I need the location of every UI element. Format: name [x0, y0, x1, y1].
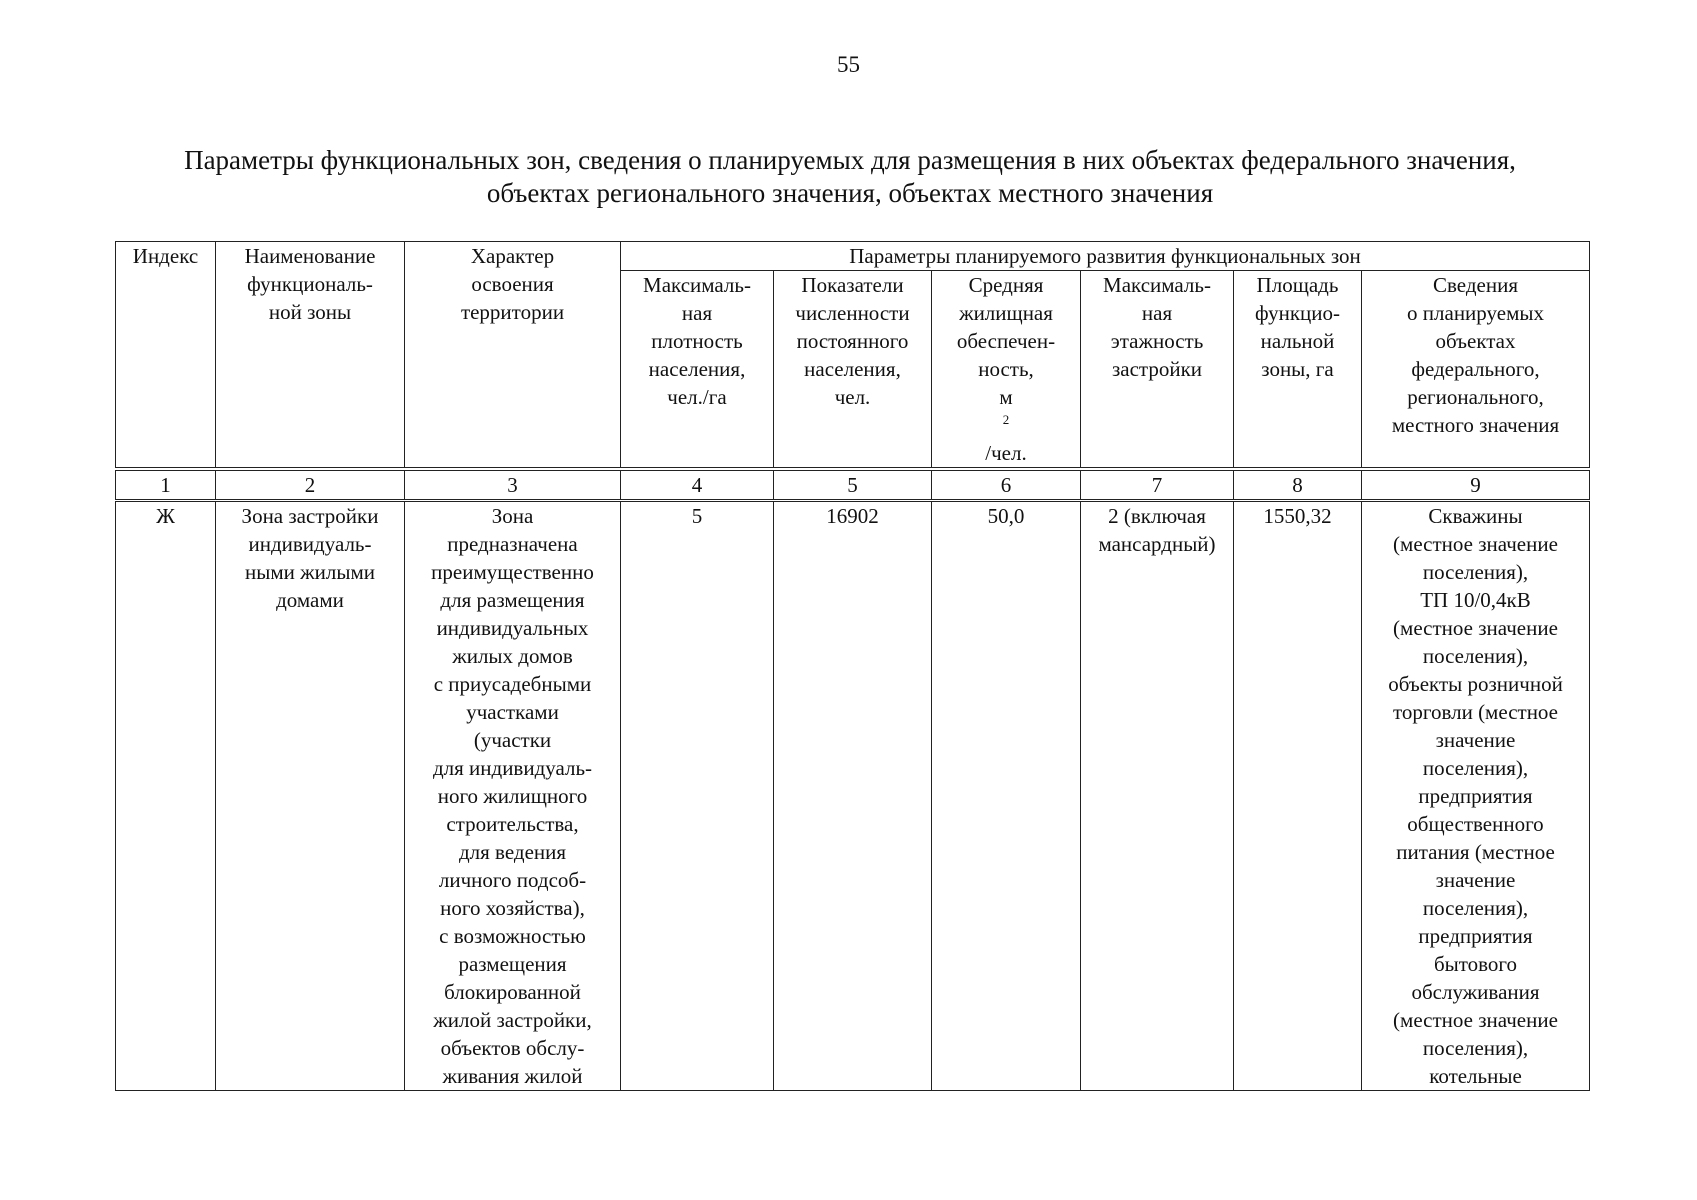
text-line: Средняя	[968, 273, 1044, 297]
column-number: 7	[1081, 469, 1234, 501]
text-line: поселения),	[1422, 896, 1529, 920]
cell-index: Ж	[116, 501, 216, 1091]
text-line: жилых домов	[452, 644, 573, 668]
text-line: населения,	[804, 357, 901, 381]
text-line: жилой застройки,	[433, 1008, 592, 1032]
cell-population: 16902	[774, 501, 932, 1091]
text-line: поселения),	[1422, 1036, 1529, 1060]
text-line: для размещения	[440, 588, 585, 612]
text-line: торговли (местное	[1392, 700, 1559, 724]
text-line: индивидуаль-	[248, 532, 372, 556]
text-line: нальной	[1260, 329, 1335, 353]
text-line: Максималь-	[1103, 273, 1211, 297]
text-line: обслуживания	[1411, 980, 1540, 1004]
cell-development	[405, 501, 621, 1091]
page-number: 55	[837, 52, 860, 77]
cell-housing: 50,0	[932, 501, 1081, 1091]
text-line: (местное значение	[1393, 1008, 1558, 1032]
column-numbers-row	[116, 469, 1590, 501]
text-line: значение	[1435, 868, 1516, 892]
text-line: индивидуальных	[436, 616, 589, 640]
text-line: предназначена	[447, 532, 578, 556]
text-line: ная	[681, 301, 713, 325]
text-line: блокированной	[444, 980, 581, 1004]
text-line: Характер	[470, 244, 555, 268]
document-title	[120, 144, 1580, 210]
cell-density: 5	[621, 501, 774, 1091]
text-line: котельные	[1429, 1064, 1522, 1088]
text-line: объектов обслу-	[440, 1036, 585, 1060]
text-line: Зона	[491, 504, 534, 528]
text-line: жилищная	[959, 301, 1053, 325]
text-line: мансардный)	[1098, 532, 1216, 556]
text-line: функциональ-	[247, 272, 373, 296]
text-line: объекты розничной	[1388, 672, 1563, 696]
text-line: для ведения	[458, 840, 567, 864]
text-line: ТП 10/0,4кВ	[1420, 588, 1531, 612]
column-number: 9	[1362, 469, 1590, 501]
text-line: регионального,	[1407, 385, 1544, 409]
header-housing	[932, 271, 1081, 470]
text-line: населения,	[648, 357, 746, 381]
text-line: территории	[460, 300, 565, 324]
unit-rest: /чел.	[985, 441, 1027, 465]
column-number: 4	[621, 469, 774, 501]
header-row-top	[116, 242, 1590, 271]
header-parameters-group: Параметры планируемого развития функциональных зон	[621, 242, 1590, 271]
cell-zone-name	[216, 501, 405, 1091]
text-line: объектах	[1435, 329, 1516, 353]
header-zone-name	[216, 242, 405, 470]
text-line: для индивидуаль-	[432, 756, 593, 780]
text-line: Сведения	[1433, 273, 1518, 297]
header-development	[405, 242, 621, 470]
text-line: ной зоны	[268, 300, 352, 324]
text-line: Максималь-	[643, 273, 751, 297]
header-population	[774, 271, 932, 470]
column-number: 2	[216, 469, 405, 501]
text-line: бытового	[1433, 952, 1518, 976]
text-line: преимущественно	[431, 560, 594, 584]
column-number: 8	[1234, 469, 1362, 501]
text-line: постоянного	[796, 329, 909, 353]
text-line: Площадь	[1256, 273, 1339, 297]
title-line-1: Параметры функциональных зон, сведения о планируемых для размещения в них объектах федерального значения,	[184, 145, 1516, 175]
text-line: обеспечен-	[956, 329, 1056, 353]
text-line: (участки	[473, 728, 552, 752]
text-line: поселения),	[1422, 756, 1529, 780]
text-line: предприятия	[1418, 924, 1533, 948]
text-line: с возможностью	[439, 924, 586, 948]
text-line: личного подсоб-	[438, 868, 587, 892]
header-housing-unit	[938, 383, 1074, 467]
cell-area: 1550,32	[1234, 501, 1362, 1091]
cell-objects	[1362, 501, 1590, 1091]
table-row	[116, 501, 1590, 1091]
text-line: строительства,	[446, 812, 579, 836]
text-line: Зона застройки	[241, 504, 379, 528]
zones-parameters-table	[115, 241, 1590, 1091]
column-number: 6	[932, 469, 1081, 501]
text-line: участками	[466, 700, 559, 724]
text-line: Скважины	[1428, 504, 1523, 528]
text-line: питания (местное	[1396, 840, 1555, 864]
text-line: зоны, га	[1261, 357, 1334, 381]
unit-base: м	[999, 385, 1013, 409]
header-housing-lines	[938, 271, 1074, 383]
text-line: домами	[276, 588, 344, 612]
text-line: общественного	[1407, 812, 1544, 836]
column-number: 1	[116, 469, 216, 501]
text-line: освоения	[471, 272, 554, 296]
header-objects	[1362, 271, 1590, 470]
text-line: функцио-	[1255, 301, 1340, 325]
header-floors	[1081, 271, 1234, 470]
text-line: 2 (включая	[1108, 504, 1206, 528]
text-line: значение	[1435, 728, 1516, 752]
text-line: чел.	[834, 385, 871, 409]
text-line: Показатели	[801, 273, 904, 297]
column-number: 5	[774, 469, 932, 501]
text-line: ная	[1141, 301, 1173, 325]
header-density	[621, 271, 774, 470]
text-line: с приусадебными	[433, 672, 592, 696]
text-line: плотность	[651, 329, 743, 353]
text-line: чел./га	[667, 385, 727, 409]
text-line: (местное значение	[1393, 532, 1558, 556]
header-index: Индекс	[116, 242, 216, 470]
text-line: поселения),	[1422, 644, 1529, 668]
text-line: ными жилыми	[245, 560, 375, 584]
cell-floors	[1081, 501, 1234, 1091]
text-line: ность,	[978, 357, 1034, 381]
text-line: (местное значение	[1393, 616, 1558, 640]
column-number: 3	[405, 469, 621, 501]
text-line: ного жилищного	[437, 784, 588, 808]
text-line: ного хозяйства),	[440, 896, 585, 920]
text-line: федерального,	[1411, 357, 1540, 381]
text-line: предприятия	[1418, 784, 1533, 808]
text-line: живания жилой	[442, 1064, 583, 1088]
text-line: этажность	[1110, 329, 1204, 353]
text-line: застройки	[1111, 357, 1203, 381]
text-line: численности	[795, 301, 910, 325]
text-line: поселения),	[1422, 560, 1529, 584]
text-line: Наименование	[244, 244, 376, 268]
text-line: местного значения	[1391, 413, 1560, 437]
text-line: размещения	[458, 952, 567, 976]
title-line-2: объектах регионального значения, объектах местного значения	[486, 178, 1214, 208]
text-line: о планируемых	[1407, 301, 1544, 325]
unit-superscript: 2	[1002, 412, 1010, 427]
header-area	[1234, 271, 1362, 470]
